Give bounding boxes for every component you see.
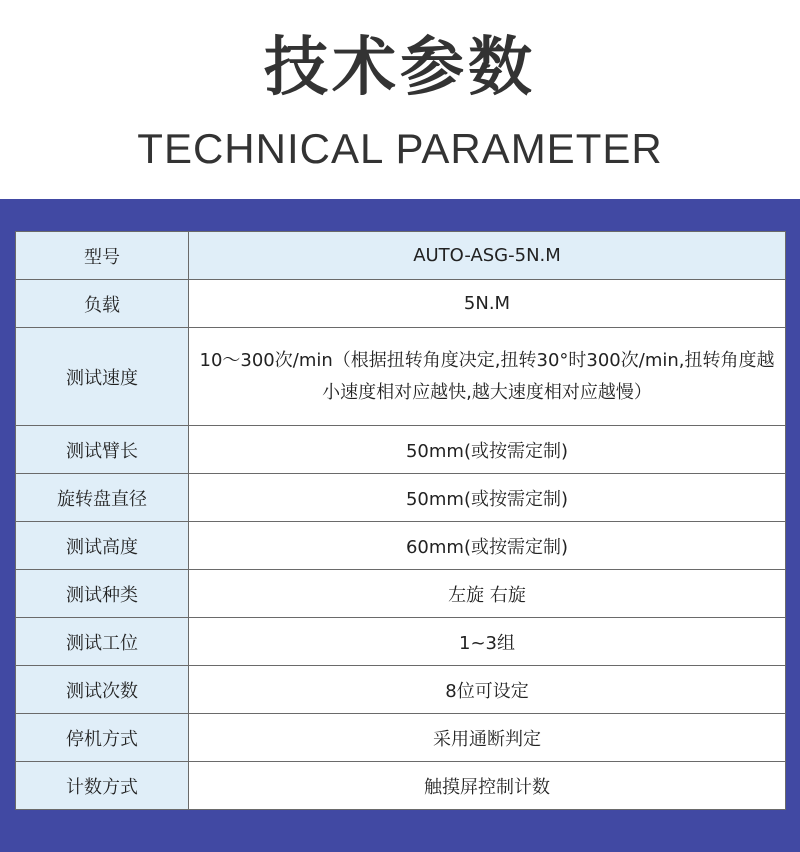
page-title: 技术参数 (264, 31, 536, 105)
row-value: 50mm(或按需定制) (189, 474, 786, 522)
row-value: 10～300次/min（根据扭转角度决定,扭转30°时300次/min,扭转角度越小速度相对应越快,越大速度相对应越慢） (189, 328, 786, 426)
page-subtitle: TECHNICAL PARAMETER (137, 125, 663, 172)
row-value: AUTO-ASG-5N.M (189, 232, 786, 280)
row-value: 1~3组 (189, 618, 786, 666)
table-row-test-height (16, 522, 786, 570)
row-label: 型号 (16, 232, 189, 280)
header (0, 0, 800, 199)
row-label: 计数方式 (16, 762, 189, 810)
table-row-test-speed (16, 328, 786, 426)
row-value: 5N.M (189, 280, 786, 328)
row-label: 测试次数 (16, 666, 189, 714)
table-row-count-mode (16, 762, 786, 810)
row-label: 停机方式 (16, 714, 189, 762)
row-label: 旋转盘直径 (16, 474, 189, 522)
row-label: 测试速度 (16, 328, 189, 426)
row-label: 测试高度 (16, 522, 189, 570)
table-row-disc-diameter (16, 474, 786, 522)
row-value: 8位可设定 (189, 666, 786, 714)
table-row-test-type (16, 570, 786, 618)
table-row-load (16, 280, 786, 328)
spec-table (15, 231, 786, 810)
row-value: 左旋 右旋 (189, 570, 786, 618)
row-value: 触摸屏控制计数 (189, 762, 786, 810)
row-value: 50mm(或按需定制) (189, 426, 786, 474)
row-label: 测试臂长 (16, 426, 189, 474)
table-row-arm-length (16, 426, 786, 474)
row-value: 60mm(或按需定制) (189, 522, 786, 570)
table-row-test-count (16, 666, 786, 714)
row-label: 测试种类 (16, 570, 189, 618)
table-row-stop-mode (16, 714, 786, 762)
row-label: 测试工位 (16, 618, 189, 666)
table-row-stations (16, 618, 786, 666)
row-value: 采用通断判定 (189, 714, 786, 762)
row-label: 负载 (16, 280, 189, 328)
table-row-model (16, 232, 786, 280)
